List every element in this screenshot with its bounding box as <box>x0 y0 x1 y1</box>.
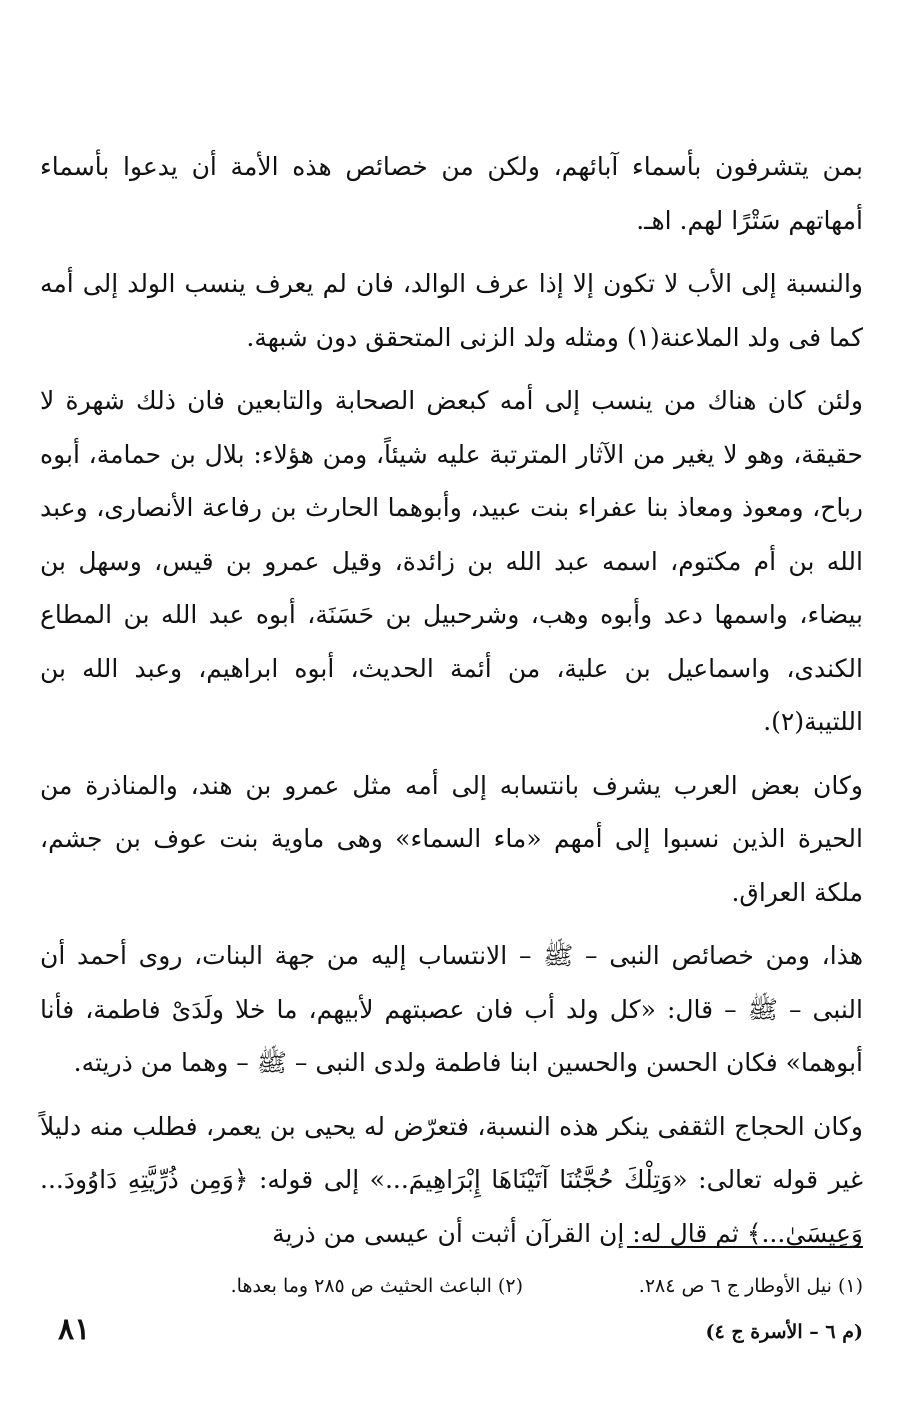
paragraph-4: وكان بعض العرب يشرف بانتسابه إلى أمه مثل عمرو بن هند، والمناذرة من الحيرة الذين نسبوا إلى أمهم «ماء السماء» وهى ماوية بنت عوف بن جشم، ملكة العراق. <box>40 770 863 907</box>
footnotes <box>40 1266 863 1306</box>
footnote-separator <box>627 1246 863 1248</box>
footnote-1: (١) نيل الأوطار ج ٦ ص ٢٨٤. <box>638 1275 863 1297</box>
page-number: ٨١ <box>58 1312 91 1347</box>
paragraph-5: هذا، ومن خصائص النبى – ﷺ – الانتساب إليه من جهة البنات، روى أحمد أن النبى – ﷺ – قال: «كل ولد أب فان عصبتهم لأبيهم، ما خلا ولَدَىْ فاطمة، فأنا أبوهما» فكان الحسن والحسين ابنا فاطمة ولدى النبى – ﷺ – وهما من ذريته. <box>40 941 863 1077</box>
printer-signature: (م ٦ – الأسرة ج ٤) <box>705 1321 863 1343</box>
main-text <box>40 140 863 1260</box>
paragraph-3: ولئن كان هناك من ينسب إلى أمه كبعض الصحابة والتابعين فان ذلك شهرة لا حقيقة، وهو لا يغير من الآثار المترتبة عليه شيئاً، ومن هؤلاء: بلال بن حمامة، أبوه رباح، ومعوذ ومعاذ بنا عفراء بنت عبيد، وأبوهما الحارث بن رفاعة الأنصارى، وعبد الله بن أم مكتوم، اسمه عبد الله بن زائدة، وقيل عمرو بن قيس، وسهل بن بيضاء، واسمها دعد وأبوه وهب، وشرحبيل بن حَسَنَة، أبوه عبد الله بن المطاع الكندى، واسماعيل بن علية، من أئمة الحديث، أبوه ابراهيم، وعبد الله بن اللتيبة(٢). <box>40 386 863 736</box>
paragraph-1: بمن يتشرفون بأسماء آبائهم، ولكن من خصائص هذه الأمة أن يدعوا بأسماء أمهاتهم سَتْرًا لهم. اهـ. <box>40 152 863 235</box>
paragraph-6: وكان الحجاج الثقفى ينكر هذه النسبة، فتعرّض له يحيى بن يعمر، فطلب منه دليلاً غير قوله تعالى: «وَتِلْكَ حُجَّتُنَا آتَيْنَاهَا إِبْرَاهِيمَ...» إلى قوله: ﴿وَمِن ذُرِّيَّتِهِ دَاوُودَ... وَعِيسَىٰ...﴾ ثم قال له: إن القرآن أثبت أن عيسى من ذرية <box>40 1111 863 1248</box>
footnote-2: (٢) الباعث الحثيث ص ٢٨٥ وما بعدها. <box>230 1275 523 1297</box>
paragraph-2: والنسبة إلى الأب لا تكون إلا إذا عرف الوالد، فان لم يعرف ينسب الولد إلى أمه كما فى ولد الملاعنة(١) ومثله ولد الزنى المتحقق دون شبهة. <box>40 269 863 352</box>
